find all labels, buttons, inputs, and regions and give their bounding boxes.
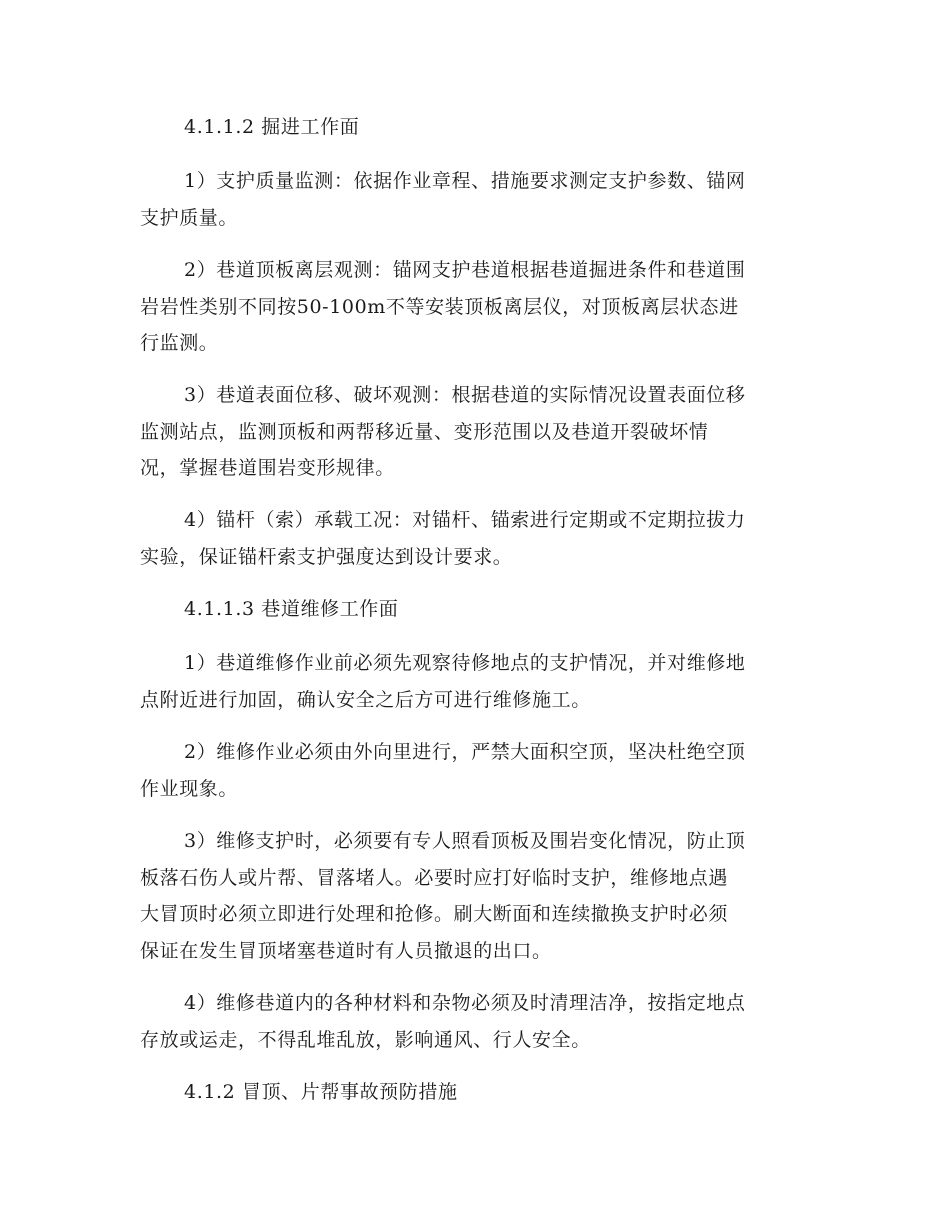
text-line: 板落石伤人或片帮、冒落堵人。必要时应打好临时支护，维修地点遇 — [140, 866, 729, 889]
paragraph-surface-displacement — [140, 377, 810, 487]
text-line: 2）巷道顶板离层观测：锚网支护巷道根据巷道掘进条件和巷道围 — [184, 259, 746, 281]
heading-4-1-1-3 — [140, 591, 810, 628]
text-line: 作业现象。 — [140, 777, 239, 800]
text-line: 支护质量。 — [140, 206, 239, 229]
text-line: 1）支护质量监测：依据作业章程、措施要求测定支护参数、锚网 — [184, 170, 746, 192]
paragraph-repair-direction — [140, 734, 810, 807]
text-line: 况，掌握巷道围岩变形规律。 — [140, 457, 395, 479]
text-line: 点附近进行加固，确认安全之后方可进行维修施工。 — [140, 688, 591, 711]
text-line: 岩岩性类别不同按50-100m不等安装顶板离层仪，对顶板离层状态进 — [140, 295, 739, 318]
text-line: 行监测。 — [140, 332, 219, 354]
paragraph-repair-inspection — [140, 645, 810, 718]
paragraph-repair-support — [140, 823, 810, 969]
text-line: 4.1.1.2 掘进工作面 — [184, 116, 360, 138]
text-line: 大冒顶时必须立即进行处理和抢修。刷大断面和连续撤换支护时必须 — [140, 903, 729, 925]
text-line: 2）维修作业必须由外向里进行，严禁大面积空顶，坚决杜绝空顶 — [184, 741, 746, 763]
paragraph-roof-separation — [140, 252, 810, 362]
heading-4-1-1-2 — [140, 109, 810, 146]
paragraph-anchor-load — [140, 502, 810, 575]
heading-4-1-2 — [140, 1074, 810, 1111]
text-line: 监测站点，监测顶板和两帮移近量、变形范围以及巷道开裂破坏情 — [140, 420, 709, 443]
paragraph-support-quality — [140, 163, 810, 236]
text-line: 3）巷道表面位移、破坏观测：根据巷道的实际情况设置表面位移 — [184, 384, 746, 406]
text-line: 保证在发生冒顶堵塞巷道时有人员撤退的出口。 — [140, 939, 552, 962]
text-line: 4.1.2 冒顶、片帮事故预防措施 — [184, 1081, 458, 1103]
text-line: 4）维修巷道内的各种材料和杂物必须及时清理洁净，按指定地点 — [184, 992, 746, 1014]
paragraph-repair-cleanup — [140, 985, 810, 1058]
text-line: 3）维修支护时，必须要有专人照看顶板及围岩变化情况，防止顶 — [184, 830, 746, 852]
text-line: 实验，保证锚杆索支护强度达到设计要求。 — [140, 545, 513, 568]
text-line: 4.1.1.3 巷道维修工作面 — [184, 598, 399, 620]
text-line: 1）巷道维修作业前必须先观察待修地点的支护情况，并对维修地 — [184, 652, 746, 674]
text-line: 存放或运走，不得乱堆乱放，影响通风、行人安全。 — [140, 1028, 591, 1051]
text-line: 4）锚杆（索）承载工况：对锚杆、锚索进行定期或不定期拉拔力 — [184, 509, 746, 531]
